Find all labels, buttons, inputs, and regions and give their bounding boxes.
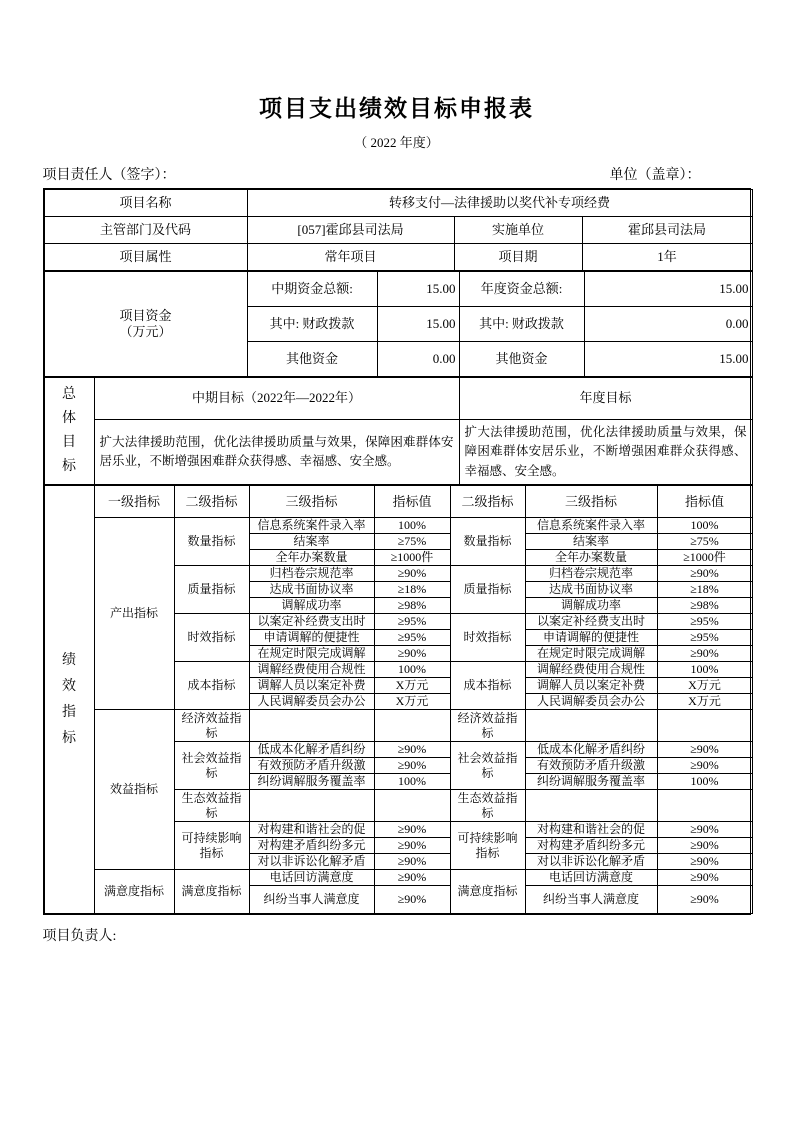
funding-label-line2: （万元） xyxy=(119,324,172,339)
impl-unit-label: 实施单位 xyxy=(454,217,582,244)
indicator-label: 全年办案数量 xyxy=(525,550,657,566)
funding-year-label: 其中: 财政拨款 xyxy=(459,307,584,342)
indicator-label xyxy=(525,710,657,742)
indicator-label: 归档卷宗规范率 xyxy=(525,566,657,582)
indicator-value: ≥95% xyxy=(657,630,752,646)
table-row xyxy=(44,217,752,244)
indicator-label: 结案率 xyxy=(249,534,374,550)
indicator-label: 信息系统案件录入率 xyxy=(525,518,657,534)
indicator-label: 达成书面协议率 xyxy=(249,582,374,598)
indicator-value: ≥98% xyxy=(374,598,450,614)
indicator-header-level3: 三级指标 xyxy=(525,486,657,518)
level2-group-label: 社会效益指标 xyxy=(174,742,249,790)
level2-group-label: 满意度指标 xyxy=(174,870,249,914)
indicator-value: X万元 xyxy=(657,694,752,710)
funding-mid-label: 其他资金 xyxy=(247,342,377,377)
indicator-label: 纠纷调解服务覆盖率 xyxy=(249,774,374,790)
info-table xyxy=(44,189,753,271)
indicator-value xyxy=(657,710,752,742)
period-value: 1年 xyxy=(582,244,752,271)
indicator-label: 有效预防矛盾升级激 xyxy=(525,758,657,774)
indicator-label: 人民调解委员会办公 xyxy=(249,694,374,710)
indicator-label: 调解成功率 xyxy=(525,598,657,614)
level2-group-label: 可持续影响指标 xyxy=(450,822,525,870)
indicators-side-label-text: 绩效指标 xyxy=(62,652,76,746)
indicator-label: 调解人员以案定补费 xyxy=(249,678,374,694)
indicator-label: 信息系统案件录入率 xyxy=(249,518,374,534)
level1-group-label: 产出指标 xyxy=(94,518,174,710)
indicator-label: 对以非诉讼化解矛盾 xyxy=(525,854,657,870)
overall-goal-side-label-text: 总体目标 xyxy=(62,387,76,475)
indicator-header-level2: 二级指标 xyxy=(174,486,249,518)
indicator-label: 调解人员以案定补费 xyxy=(525,678,657,694)
indicator-label: 纠纷当事人满意度 xyxy=(525,886,657,914)
funding-mid-value: 15.00 xyxy=(377,272,459,307)
indicator-value: 100% xyxy=(657,518,752,534)
indicator-label: 有效预防矛盾升级激 xyxy=(249,758,374,774)
indicator-label: 调解成功率 xyxy=(249,598,374,614)
indicator-label: 低成本化解矛盾纠纷 xyxy=(525,742,657,758)
indicator-label: 结案率 xyxy=(525,534,657,550)
indicator-label: 纠纷当事人满意度 xyxy=(249,886,374,914)
indicator-value: ≥18% xyxy=(657,582,752,598)
indicator-header-level1: 一级指标 xyxy=(94,486,174,518)
indicator-value: ≥90% xyxy=(374,854,450,870)
level2-group-label: 数量指标 xyxy=(450,518,525,566)
level2-group-label: 成本指标 xyxy=(450,662,525,710)
indicator-value: ≥1000件 xyxy=(374,550,450,566)
project-manager-label: 项目负责人: xyxy=(42,929,117,945)
annual-goal-text: 扩大法律援助范围，优化法律援助质量与效果，保障困难群体安居乐业，不断增强困难群众获得感、幸福感、安全感。 xyxy=(459,420,752,485)
table-row xyxy=(44,244,752,271)
indicator-label xyxy=(249,790,374,822)
indicator-value: ≥90% xyxy=(657,838,752,854)
indicator-value: ≥90% xyxy=(374,838,450,854)
indicator-label: 在规定时限完成调解 xyxy=(249,646,374,662)
indicator-label: 对以非诉讼化解矛盾 xyxy=(249,854,374,870)
indicator-value: ≥90% xyxy=(657,854,752,870)
page-title: 项目支出绩效目标申报表 xyxy=(259,95,534,121)
indicator-value: ≥90% xyxy=(657,742,752,758)
table-row xyxy=(44,518,752,534)
annual-goal-header: 年度目标 xyxy=(459,378,752,420)
overall-goal-table xyxy=(44,377,753,485)
funding-mid-value: 15.00 xyxy=(377,307,459,342)
indicator-label xyxy=(249,710,374,742)
indicator-label: 纠纷调解服务覆盖率 xyxy=(525,774,657,790)
level2-group-label: 经济效益指标 xyxy=(174,710,249,742)
page-subtitle: （ 2022 年度） xyxy=(354,135,439,150)
table-row xyxy=(44,486,752,518)
indicator-value: ≥90% xyxy=(374,566,450,582)
level2-group-label: 成本指标 xyxy=(174,662,249,710)
funding-year-label: 年度资金总额: xyxy=(459,272,584,307)
mid-goal-text: 扩大法律援助范围，优化法律援助质量与效果，保障困难群体安居乐业，不断增强困难群众获得感、幸福感、安全感。 xyxy=(94,420,459,485)
indicator-value: ≥95% xyxy=(657,614,752,630)
indicator-value: ≥90% xyxy=(657,566,752,582)
level2-group-label: 经济效益指标 xyxy=(450,710,525,742)
level1-group-label: 满意度指标 xyxy=(94,870,174,914)
indicator-value xyxy=(374,710,450,742)
indicator-label: 调解经费使用合规性 xyxy=(249,662,374,678)
indicator-value: ≥98% xyxy=(657,598,752,614)
funding-label-line1: 项目资金 xyxy=(119,307,172,323)
indicator-value: ≥90% xyxy=(374,822,450,838)
indicator-label: 以案定补经费支出时 xyxy=(525,614,657,630)
project-name-label: 项目名称 xyxy=(44,190,247,217)
indicators-side-label xyxy=(44,486,94,914)
funding-mid-label: 中期资金总额: xyxy=(247,272,377,307)
project-name-value: 转移支付—法律援助以奖代补专项经费 xyxy=(247,190,752,217)
level2-group-label: 生态效益指标 xyxy=(450,790,525,822)
indicator-label: 对构建矛盾纠纷多元 xyxy=(249,838,374,854)
table-row xyxy=(44,870,752,886)
indicator-value: ≥90% xyxy=(374,758,450,774)
indicator-value: ≥18% xyxy=(374,582,450,598)
indicator-value xyxy=(374,790,450,822)
indicator-value: X万元 xyxy=(374,678,450,694)
indicator-header-level2: 二级指标 xyxy=(450,486,525,518)
indicator-value: 100% xyxy=(374,662,450,678)
level2-group-label: 质量指标 xyxy=(450,566,525,614)
funding-table xyxy=(44,271,753,377)
funding-year-label: 其他资金 xyxy=(459,342,584,377)
indicator-label: 调解经费使用合规性 xyxy=(525,662,657,678)
signature-row xyxy=(43,164,751,184)
mid-goal-header: 中期目标（2022年—2022年） xyxy=(94,378,459,420)
indicator-label: 低成本化解矛盾纠纷 xyxy=(249,742,374,758)
level1-group-label: 效益指标 xyxy=(94,710,174,870)
attr-value: 常年项目 xyxy=(247,244,454,271)
level2-group-label: 满意度指标 xyxy=(450,870,525,914)
indicator-value: ≥90% xyxy=(657,758,752,774)
indicator-label: 对构建和谐社会的促 xyxy=(249,822,374,838)
table-row xyxy=(44,190,752,217)
indicator-header-value: 指标值 xyxy=(374,486,450,518)
indicator-label: 申请调解的便捷性 xyxy=(249,630,374,646)
level2-group-label: 可持续影响指标 xyxy=(174,822,249,870)
indicator-header-level3: 三级指标 xyxy=(249,486,374,518)
funding-year-value: 0.00 xyxy=(584,307,752,342)
funding-year-value: 15.00 xyxy=(584,342,752,377)
table-row xyxy=(44,272,752,307)
indicator-value: X万元 xyxy=(374,694,450,710)
indicator-label: 申请调解的便捷性 xyxy=(525,630,657,646)
indicator-value: ≥75% xyxy=(374,534,450,550)
indicator-label: 电话回访满意度 xyxy=(249,870,374,886)
funding-mid-value: 0.00 xyxy=(377,342,459,377)
indicator-value: ≥1000件 xyxy=(657,550,752,566)
unit-seal-label: 单位（盖章）： xyxy=(609,168,701,183)
attr-label: 项目属性 xyxy=(44,244,247,271)
indicator-label: 在规定时限完成调解 xyxy=(525,646,657,662)
indicator-value: 100% xyxy=(374,518,450,534)
impl-unit-value: 霍邱县司法局 xyxy=(582,217,752,244)
indicator-label: 电话回访满意度 xyxy=(525,870,657,886)
level2-group-label: 社会效益指标 xyxy=(450,742,525,790)
dept-label: 主管部门及代码 xyxy=(44,217,247,244)
indicator-value: ≥90% xyxy=(657,870,752,886)
level2-group-label: 数量指标 xyxy=(174,518,249,566)
indicator-label: 归档卷宗规范率 xyxy=(249,566,374,582)
level2-group-label: 时效指标 xyxy=(450,614,525,662)
indicator-value: ≥95% xyxy=(374,630,450,646)
indicator-value: ≥75% xyxy=(657,534,752,550)
table-row xyxy=(44,710,752,742)
indicator-label xyxy=(525,790,657,822)
indicator-value: ≥90% xyxy=(374,886,450,914)
overall-goal-side-label xyxy=(44,378,94,485)
funding-year-value: 15.00 xyxy=(584,272,752,307)
indicator-label: 对构建矛盾纠纷多元 xyxy=(525,838,657,854)
indicator-value: ≥90% xyxy=(374,870,450,886)
indicator-value: X万元 xyxy=(657,678,752,694)
indicator-value: ≥90% xyxy=(374,742,450,758)
indicator-value: 100% xyxy=(657,662,752,678)
indicator-label: 人民调解委员会办公 xyxy=(525,694,657,710)
indicator-label: 以案定补经费支出时 xyxy=(249,614,374,630)
funding-label xyxy=(44,272,247,377)
indicator-value: ≥90% xyxy=(374,646,450,662)
period-label: 项目期 xyxy=(454,244,582,271)
dept-value: [057]霍邱县司法局 xyxy=(247,217,454,244)
indicator-label: 达成书面协议率 xyxy=(525,582,657,598)
indicator-value: ≥90% xyxy=(657,886,752,914)
table-row xyxy=(44,420,752,485)
level2-group-label: 生态效益指标 xyxy=(174,790,249,822)
indicator-value: ≥95% xyxy=(374,614,450,630)
indicator-value xyxy=(657,790,752,822)
indicator-label: 全年办案数量 xyxy=(249,550,374,566)
signer-label: 项目责任人（签字）： xyxy=(42,168,176,183)
indicator-value: ≥90% xyxy=(657,822,752,838)
level2-group-label: 时效指标 xyxy=(174,614,249,662)
form-table xyxy=(43,188,751,915)
indicators-table xyxy=(44,485,753,914)
indicator-value: 100% xyxy=(657,774,752,790)
table-row xyxy=(44,378,752,420)
level2-group-label: 质量指标 xyxy=(174,566,249,614)
indicator-header-value: 指标值 xyxy=(657,486,752,518)
indicator-value: ≥90% xyxy=(657,646,752,662)
funding-mid-label: 其中: 财政拨款 xyxy=(247,307,377,342)
indicator-label: 对构建和谐社会的促 xyxy=(525,822,657,838)
indicator-value: 100% xyxy=(374,774,450,790)
